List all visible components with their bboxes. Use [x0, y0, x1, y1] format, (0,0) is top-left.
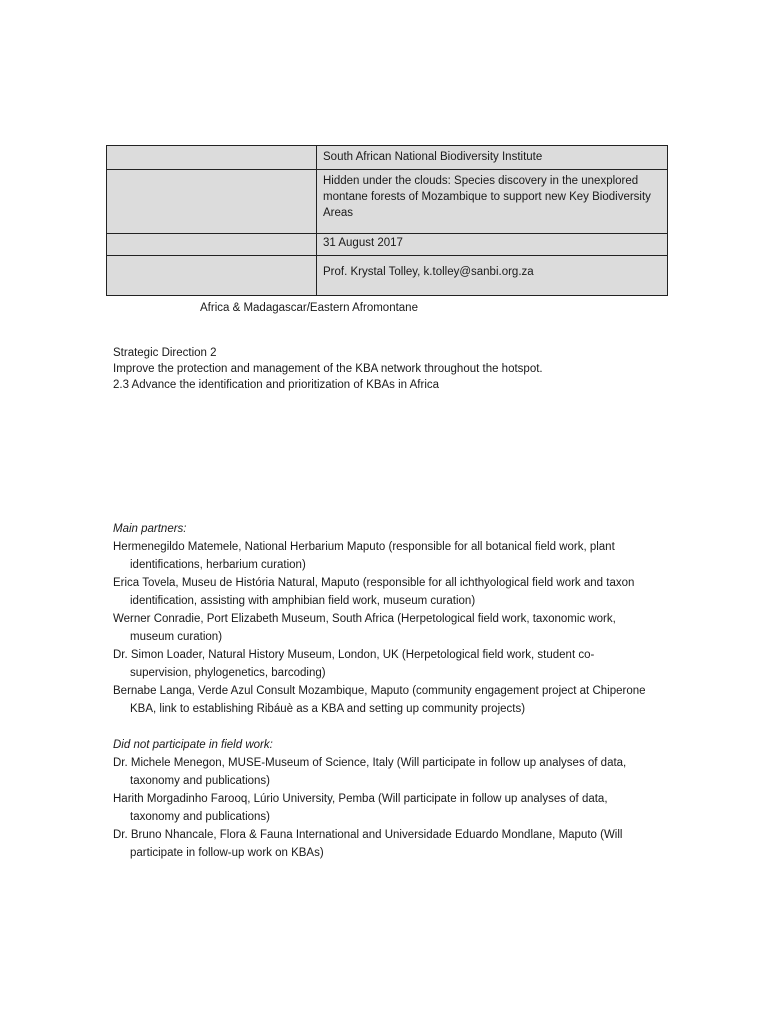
list-item: Dr. Bruno Nhancale, Flora & Fauna International and Universidade Eduardo Mondlane, Maputo (Will participate in follow-up work on KBAs)	[113, 829, 623, 859]
organization-value: South African National Biodiversity Institute	[317, 146, 668, 170]
strategic-direction-block	[113, 345, 543, 393]
non-field-heading: Did not participate in field work:	[113, 739, 273, 751]
table-label-cell	[107, 170, 317, 234]
table-label-cell	[107, 234, 317, 256]
project-title-value: Hidden under the clouds: Species discovery in the unexplored montane forests of Mozambique to support new Key Biodiversity Areas	[317, 170, 668, 234]
strategic-direction-line: 2.3 Advance the identification and prioritization of KBAs in Africa	[113, 379, 440, 391]
table-label-cell	[107, 256, 317, 296]
contact-value: Prof. Krystal Tolley, k.tolley@sanbi.org.za	[317, 256, 668, 296]
date-value: 31 August 2017	[317, 234, 668, 256]
strategic-direction-line: Improve the protection and management of the KBA network throughout the hotspot.	[113, 363, 543, 375]
project-info-table	[106, 145, 668, 296]
list-item: Harith Morgadinho Farooq, Lúrio University, Pemba (Will participate in follow up analyses of data, taxonomy and publications)	[113, 793, 608, 823]
list-item: Dr. Simon Loader, Natural History Museum, London, UK (Herpetological field work, student co-supervision, phylogenetics, barcoding)	[113, 649, 595, 679]
main-partners-heading: Main partners:	[113, 523, 187, 535]
list-item: Erica Tovela, Museu de História Natural, Maputo (responsible for all ichthyological field work and taxon identification, assisting with amphibian field work, museum curation)	[113, 577, 635, 607]
section-spacer	[113, 718, 653, 736]
region-text: Africa & Madagascar/Eastern Afromontane	[200, 302, 418, 314]
table-row	[107, 234, 668, 256]
list-item: Dr. Michele Menegon, MUSE-Museum of Science, Italy (Will participate in follow up analyses of data, taxonomy and publications)	[113, 757, 627, 787]
list-item: Hermenegildo Matemele, National Herbarium Maputo (responsible for all botanical field work, plant identifications, herbarium curation)	[113, 541, 615, 571]
list-item: Bernabe Langa, Verde Azul Consult Mozambique, Maputo (community engagement project at Chiperone KBA, link to establishing Ribáuè as a KBA and setting up community projects)	[113, 685, 646, 715]
table-label-cell	[107, 146, 317, 170]
list-item: Werner Conradie, Port Elizabeth Museum, South Africa (Herpetological field work, taxonomic work, museum curation)	[113, 613, 616, 643]
table-row	[107, 146, 668, 170]
partners-section	[113, 520, 653, 862]
strategic-direction-title: Strategic Direction 2	[113, 347, 217, 359]
table-row	[107, 256, 668, 296]
table-row	[107, 170, 668, 234]
